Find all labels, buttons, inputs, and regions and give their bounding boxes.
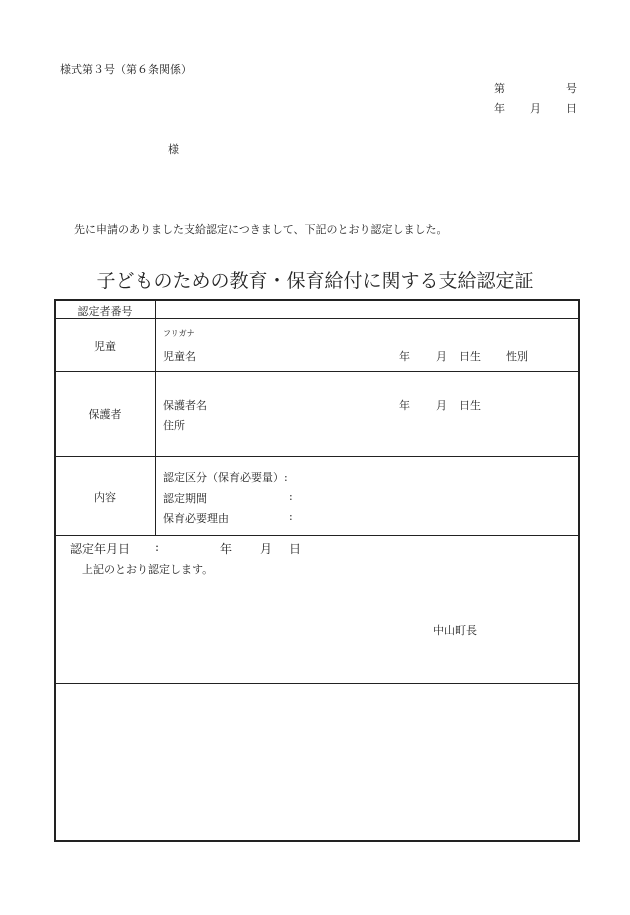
- child-gender-label: 性別: [506, 350, 528, 363]
- addressee-suffix: 様: [168, 143, 179, 156]
- certification-date-month: 月: [260, 542, 273, 556]
- certification-period-colon: :: [289, 490, 293, 503]
- table-row-divider: [55, 456, 580, 457]
- document-number-suffix: 号: [566, 82, 577, 95]
- certified-number-label: 認定者番号: [77, 305, 133, 318]
- label-column-divider: [155, 300, 156, 535]
- child-birth-year: 年: [399, 350, 410, 363]
- issuer-name: 中山町長: [433, 624, 477, 637]
- certification-date-colon: :: [155, 540, 160, 554]
- certification-statement: 上記のとおり認定します。: [82, 563, 214, 576]
- guardian-birth-month: 月: [436, 399, 447, 412]
- content-section-label: 内容: [94, 491, 116, 504]
- guardian-birth-year: 年: [399, 399, 410, 412]
- page-title: 子どものための教育・保育給付に関する支給認定証: [96, 270, 534, 292]
- certification-date-label: 認定年月日: [70, 542, 131, 556]
- guardian-birth-day: 日生: [459, 399, 481, 412]
- table-row-divider: [55, 371, 580, 372]
- care-reason-label: 保育必要理由: [163, 512, 229, 525]
- certification-category-label: 認定区分（保育必要量）:: [163, 471, 288, 484]
- intro-text: 先に申請のありました支給認定につきまして、下記のとおり認定しました。: [74, 223, 448, 236]
- certification-date-year: 年: [220, 542, 233, 556]
- form-number: 様式第３号（第６条関係）: [60, 63, 192, 76]
- furigana-label: フリガナ: [163, 329, 195, 338]
- certified-number-field[interactable]: [160, 302, 575, 316]
- document-number-prefix: 第: [494, 82, 505, 95]
- guardian-name-label: 保護者名: [163, 399, 207, 412]
- table-row-divider: [55, 683, 580, 684]
- issue-date-year: 年: [494, 102, 505, 115]
- child-name-label: 児童名: [163, 350, 196, 363]
- child-birth-month: 月: [436, 350, 447, 363]
- care-reason-colon: :: [289, 510, 293, 523]
- certification-date-day: 日: [289, 542, 302, 556]
- issue-date-month: 月: [530, 102, 541, 115]
- child-birth-day: 日生: [459, 350, 481, 363]
- guardian-section-label: 保護者: [88, 408, 122, 421]
- table-row-divider: [55, 535, 580, 536]
- issue-date-day: 日: [566, 102, 577, 115]
- child-section-label: 児童: [94, 340, 116, 353]
- certification-period-label: 認定期間: [163, 492, 207, 505]
- notes-area: [56, 685, 578, 840]
- guardian-address-label: 住所: [163, 419, 185, 432]
